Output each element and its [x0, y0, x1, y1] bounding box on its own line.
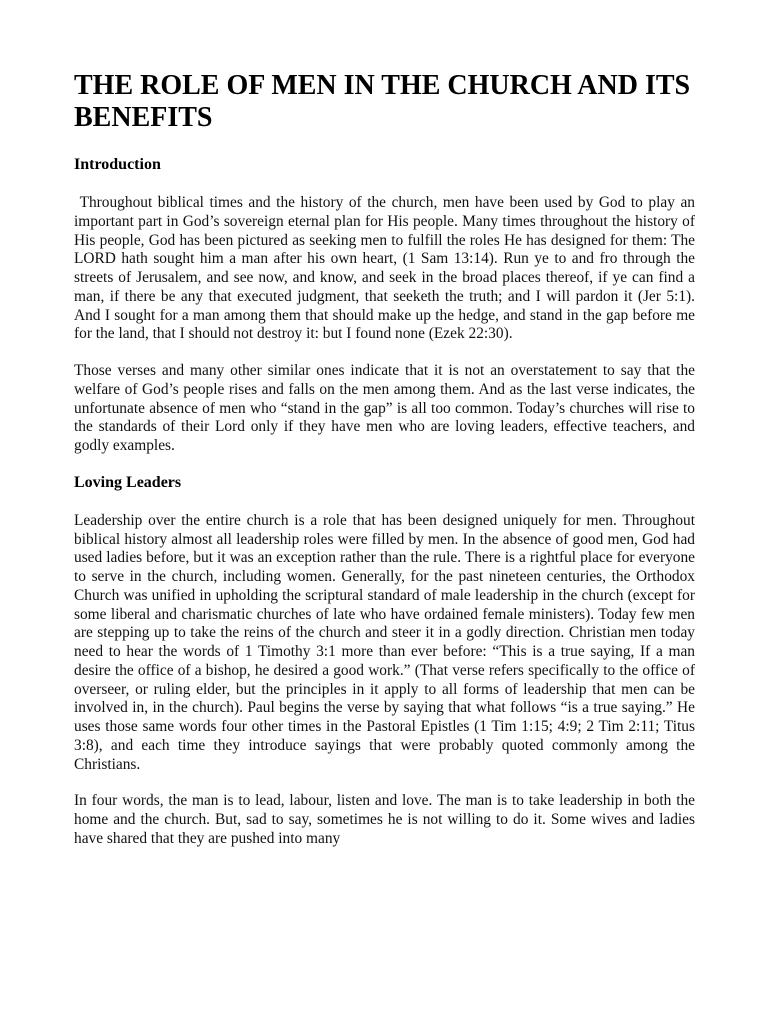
section-loving-leaders	[74, 474, 695, 849]
paragraph: Those verses and many other similar ones indicate that it is not an overstatement to say that the welfare of God’s people rises and falls on the men among them. And as the last verse indicates, the unfortunate absence of men who “stand in the gap” is all too common. Today’s churches will rise to the standards of their Lord only if they have men who are loving leaders, effective teachers, and godly examples.	[74, 362, 695, 454]
section-heading-loving-leaders: Loving Leaders	[74, 473, 182, 491]
document-page	[74, 70, 703, 867]
document-title: THE ROLE OF MEN IN THE CHURCH AND ITS BENEFITS	[74, 70, 691, 133]
section-heading-introduction: Introduction	[74, 156, 161, 173]
paragraph: In four words, the man is to lead, labour, listen and love. The man is to take leadership in both the home and the church. But, sad to say, sometimes he is not willing to do it. Some wives and ladies have shared that they are pushed into many	[74, 792, 695, 847]
paragraph: Throughout biblical times and the history of the church, men have been used by God to play an important part in God’s sovereign eternal plan for His people. Many times throughout the history of His people, God has been pictured as seeking men to fulfill the roles He has designed for them: The LORD hath sought him a man after his own heart, (1 Sam 13:14). Run ye to and fro through the streets of Jerusalem, and see now, and know, and seek in the broad places thereof, if ye can find a man, if there be any that executed judgment, that seeketh the truth; and I will pardon it (Jer 5:1). And I sought for a man among them that should make up the hedge, and stand in the gap before me for the land, that I should not destroy it: but I found none (Ezek 22:30).	[74, 194, 703, 343]
section-introduction	[74, 156, 703, 456]
paragraph: Leadership over the entire church is a role that has been designed uniquely for men. Throughout biblical history almost all leadership roles were filled by men. In the absence of good men, God had used ladies before, but it was an exception rather than the rule. There is a rightful place for everyone to serve in the church, including women. Generally, for the past nineteen centuries, the Orthodox Church was unified in upholding the scriptural standard of male leadership in the church (except for some liberal and charismatic churches of late who have ordained female ministers). Today few men are stepping up to take the reins of the church and steer it in a godly direction. Christian men today need to hear the words of 1 Timothy 3:1 more than ever before: “This is a true saying, If a man desire the office of a bishop, he desired a good work.” (That verse refers specifically to the office of overseer, or ruling elder, but the principles in it apply to all forms of leadership that men can be involved in, in the church). Paul begins the verse by saying that what follows “is a true saying.” He uses those same words four other times in the Pastoral Epistles (1 Tim 1:15; 4:9; 2 Tim 2:11; Titus 3:8), and each time they introduce sayings that were probably quoted commonly among the Christians.	[74, 511, 695, 773]
